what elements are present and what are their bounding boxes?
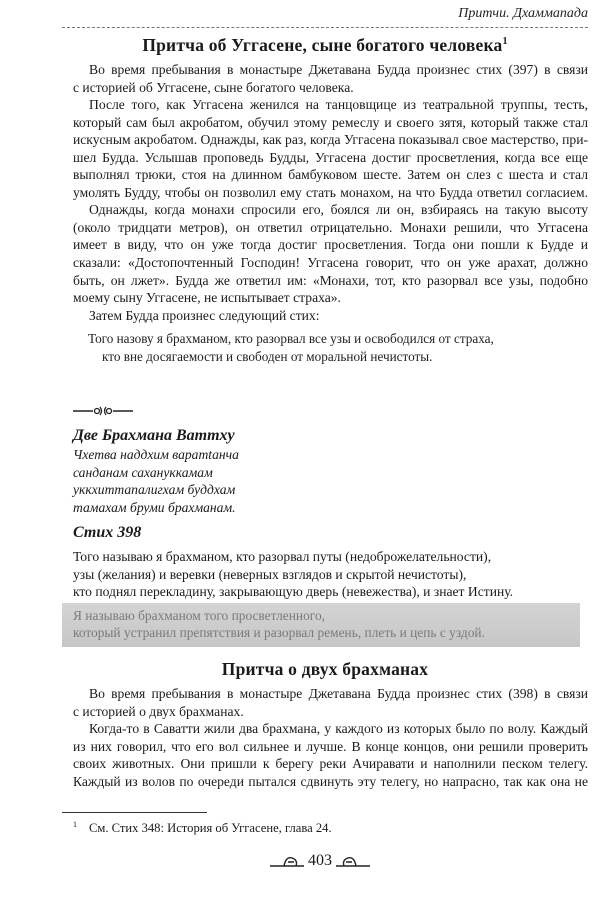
text-line: сказали: «Достопочтенный Господин! Уггасена говорит, что он уже арахат, должно [73,255,588,271]
header-rule [62,27,588,28]
text-line: с историей об Уггасене, сыне богатого человека. [73,79,354,95]
pali-line: тамахам бруми брахманам. [73,499,236,515]
verse-translation [73,548,513,601]
text-line: искусным акробатом. Однажды, как раз, когда Уггасена показывал свое мастерство, при- [73,132,588,148]
text-line: имеет в виду, что он уже тогда достиг просветления. Тогда они пошли к Будде и [73,237,588,253]
section-title: Притча о двух брахманах [221,659,429,679]
running-header: Притчи. Дхаммапада [458,6,588,21]
text-line: После того, как Уггасена женился на танцовщице из театральной труппы, тесть, [89,97,588,113]
text-line: Каждый из волов по очереди пытался сдвинуть эту телегу, но напрасно, так как она не [73,773,588,789]
text-line: (около тридцати метров), он ответил отрицательно. Монахи решили, что Уггасена [73,219,588,235]
footnote [73,820,332,836]
text-line: моему сыну Уггасене, не испытывает страха». [73,290,341,306]
text-line: своих животных. Они пришли к берегу реки Ачиравати и наполнили песком телегу. [73,756,588,772]
text-line: Во время пребывания в монастыре Джетавана Будда произнес стих (397) в связи [89,62,588,77]
footnote-rule [62,812,207,813]
ornament-left-icon [270,854,304,868]
verse-number-title: Стих 398 [73,524,142,541]
text-line: Затем Будда произнес следующий стих: [89,307,320,323]
quoted-verse [88,330,494,365]
page-number-area [240,852,400,870]
text-line: Во время пребывания в монастыре Джетавана Будда произнес стих (398) в связи [89,686,588,701]
footnote-mark: 1 [73,820,77,829]
text-line: Однажды, когда монахи спросили его, боялся ли он, взбираясь на такую высоту [89,202,588,218]
section-title [62,35,588,56]
text-line: из них говорил, что его вол сильнее и лучше. В конце концов, они решили проверить [73,738,588,754]
text-line: умолять Будду, чтобы он позволил ему стать монахом, на что Будда ответил согласием. [73,184,588,200]
highlight-line: который устранил препятствия и разорвал ремень, плеть и цепь с уздой. [73,625,485,640]
verse-line: кто поднял перекладину, закрывающую дверь (невежества), и знает Истину. [73,584,514,600]
pali-line: санданам сахануккамам [73,464,213,480]
verse-line: Того называю я брахманом, кто разорвал путы (недоброжелательности), [73,549,492,564]
highlight-verse [73,607,485,641]
verse-line: узы (желания) и веревки (неверных взглядов и скрытой нечистоты), [73,566,467,582]
pali-title: Две Брахмана Ваттху [73,427,235,444]
text-line: который сам был акробатом, обучил этому ремеслу и своего зятя, который также стал [73,114,588,130]
ornament-divider-icon [73,404,133,418]
highlight-line: Я называю брахманом того просветленного, [73,608,325,623]
pali-line: Чхетва наддхим варатtанча [73,447,239,462]
section1-body [73,61,588,324]
section-title-text: Притча об Уггасене, сыне богатого человека [142,35,503,55]
page-number: 403 [308,852,332,869]
verse-line: Того назову я брахманом, кто разорвал все узы и освободился от страха, [88,331,494,346]
ornament-right-icon [336,854,370,868]
pali-verse [73,446,239,516]
text-line: выполнял трюки, стоя на длинном бамбуковом шесте. Затем он слез с шеста и стал [73,167,588,183]
section2-body [73,685,588,790]
text-line: шел Будда. Услышав проповедь Будды, Уггасена достиг просветления, когда все еще [73,149,588,165]
footnote-text: См. Стих 348: История об Уггасене, глава 24. [89,821,332,836]
verse-line: кто вне досягаемости и свободен от моральной нечистоты. [102,348,433,364]
text-line: с историей о двух брахманах. [73,703,244,719]
pali-line: уккхиттапалигхам буддхам [73,482,236,498]
footnote-reference[interactable]: 1 [502,36,508,48]
text-line: быть, он лжет». Будда же ответил им: «Монахи, тот, кто разорвал все узы, подобно [73,272,588,288]
text-line: Когда-то в Саватти жили два брахмана, у каждого из которых было по волу. Каждый [89,721,588,737]
